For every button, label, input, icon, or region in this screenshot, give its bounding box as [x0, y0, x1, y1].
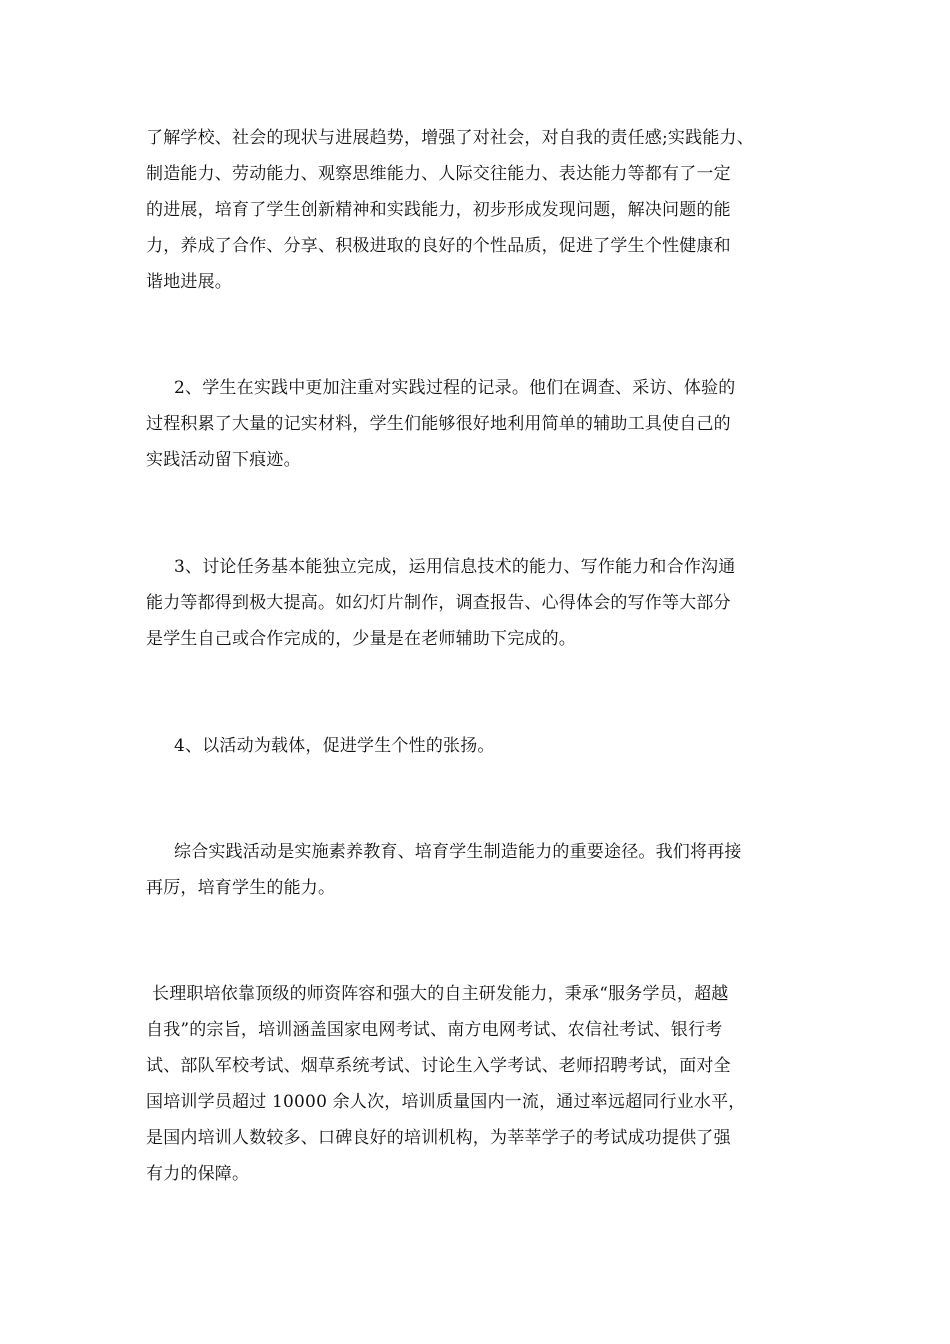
text-line: 谐地进展。 [146, 272, 232, 292]
paragraph-point-2 [146, 370, 846, 478]
text-line: 能力等都得到极大提高。如幻灯片制作，调查报告、心得体会的写作等大部分 [146, 593, 731, 613]
text-line: 自我”的宗旨，培训涵盖国家电网考试、南方电网考试、农信社考试、银行考 [146, 1020, 723, 1040]
text-line: 再厉，培育学生的能力。 [146, 878, 336, 898]
paragraph-conclusion [146, 834, 846, 906]
text-line: 长理职培依靠顶级的师资阵容和强大的自主研发能力，秉承“服务学员，超越 [152, 984, 729, 1004]
paragraph-practice-outcomes [146, 120, 846, 300]
text-line: 力，养成了合作、分享、积极进取的良好的个性品质，促进了学生个性健康和 [146, 236, 731, 256]
text-line: 有力的保障。 [146, 1164, 250, 1184]
text-line: 试、部队军校考试、烟草系统考试、讨论生入学考试、老师招聘考试，面对全 [146, 1056, 731, 1076]
paragraph-point-4 [146, 728, 846, 764]
text-line: 制造能力、劳动能力、观察思维能力、人际交往能力、表达能力等都有了一定 [146, 164, 731, 184]
paragraph-training-promo [146, 976, 846, 1192]
text-line: 是国内培训人数较多、口碑良好的培训机构，为莘莘学子的考试成功提供了强 [146, 1128, 731, 1148]
text-line: 实践活动留下痕迹。 [146, 450, 301, 470]
text-line: 是学生自己或合作完成的，少量是在老师辅助下完成的。 [146, 629, 576, 649]
text-line: 综合实践活动是实施素养教育、培育学生制造能力的重要途径。我们将再接 [174, 842, 742, 862]
text-line: 2、学生在实践中更加注重对实践过程的记录。他们在调查、采访、体验的 [174, 378, 736, 398]
text-line: 4、以活动为载体，促进学生个性的张扬。 [174, 736, 495, 756]
paragraph-point-3 [146, 549, 846, 657]
text-line: 国培训学员超过 10000 余人次，培训质量国内一流，通过率远超同行业水平， [146, 1092, 746, 1112]
text-line: 3、讨论任务基本能独立完成，运用信息技术的能力、写作能力和合作沟通 [174, 557, 736, 577]
text-line: 过程积累了大量的记实材料，学生们能够很好地利用简单的辅助工具使自己的 [146, 414, 731, 434]
text-line: 了解学校、社会的现状与进展趋势，增强了对社会，对自我的责任感;实践能力、 [146, 128, 754, 148]
text-line: 的进展，培育了学生创新精神和实践能力，初步形成发现问题，解决问题的能 [146, 200, 731, 220]
